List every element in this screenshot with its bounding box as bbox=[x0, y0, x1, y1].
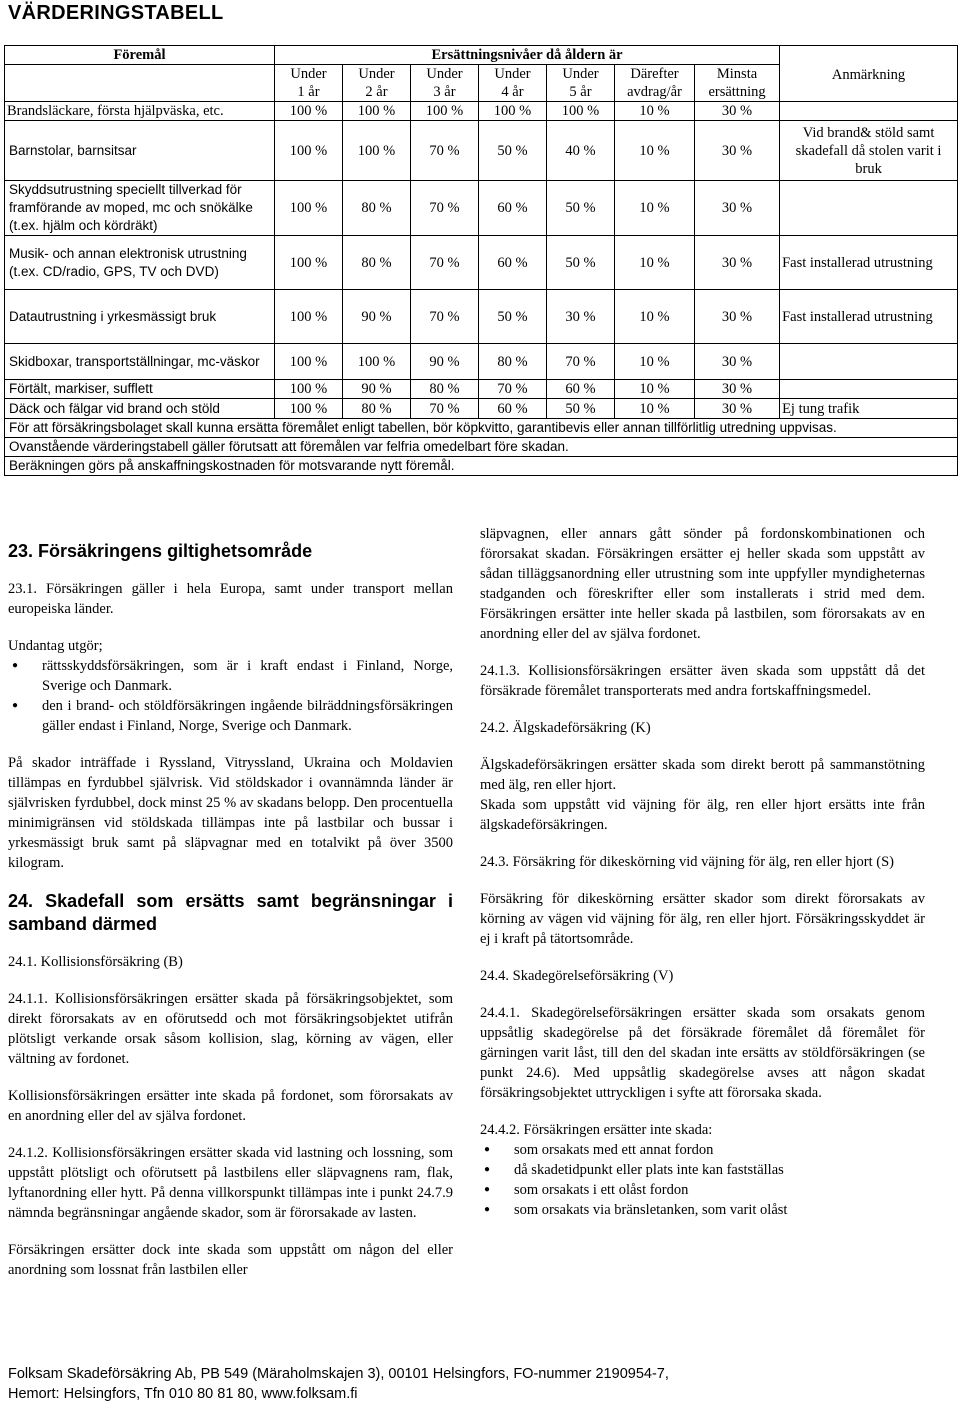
table-row bbox=[5, 344, 958, 380]
value-cell: 30 % bbox=[695, 181, 780, 236]
paragraph: 24.3. Försäkring för dikeskörning vid väjning för älg, ren eller hjort (S) bbox=[480, 854, 894, 870]
item-cell: Däck och fälgar vid brand och stöld bbox=[5, 399, 275, 419]
paragraph: 24.2. Älgskadeförsäkring (K) bbox=[480, 720, 651, 736]
paragraph: Försäkring för dikeskörning ersätter skador som direkt förorsakats av körning av vägen vid väjning för älg, ren eller hjort. Försäkringsskyddet är ej i kraft på tätortsområde. bbox=[480, 891, 925, 947]
value-cell: 100 % bbox=[275, 399, 343, 419]
value-cell: 100 % bbox=[275, 344, 343, 380]
table-note-row bbox=[5, 438, 958, 457]
value-cell: 30 % bbox=[547, 290, 615, 344]
value-cell: 30 % bbox=[695, 344, 780, 380]
value-cell: 100 % bbox=[275, 181, 343, 236]
table-row bbox=[5, 181, 958, 236]
value-cell: 70 % bbox=[411, 399, 479, 419]
paragraph: 24.1. Kollisionsförsäkring (B) bbox=[8, 954, 183, 970]
table-note-row bbox=[5, 457, 958, 476]
value-cell: 100 % bbox=[275, 380, 343, 399]
right-column bbox=[480, 524, 925, 1237]
value-cell: 50 % bbox=[479, 290, 547, 344]
paragraph: På skador inträffade i Ryssland, Vitryssland, Ukraina och Moldavien tillämpas en fyrdubbel självrisk. Vid stöldskador i ovannämnda länder är självrisken fyrdubbel, dock minst 25 % av skadans belopp. Den procentuella minimigränsen vid stöldskada tillämpas inte på lastbilar och bussar i yrkesmässigt bruk samt på släpvagnar med en totalvikt på över 3500 kilogram. bbox=[8, 755, 453, 871]
value-cell: 90 % bbox=[343, 290, 411, 344]
value-cell: 70 % bbox=[411, 121, 479, 181]
age-header: Därefter avdrag/år bbox=[615, 65, 695, 102]
list-item: ● då skadetidpunkt eller plats inte kan fastställas bbox=[480, 1160, 925, 1180]
paragraph: 24.1.3. Kollisionsförsäkringen ersätter även skada som uppstått då det försäkrade föremålet transporterats med andra fortskaffningsmedel. bbox=[480, 663, 925, 699]
footer-line: Folksam Skadeförsäkring Ab, PB 549 (Märaholmskajen 3), 00101 Helsingfors, FO-nummer 2190954-7, bbox=[8, 1366, 669, 1382]
value-cell: 80 % bbox=[343, 181, 411, 236]
age-header: Under 5 år bbox=[547, 65, 615, 102]
age-header: Under 4 år bbox=[479, 65, 547, 102]
value-cell: 100 % bbox=[343, 344, 411, 380]
company-footer bbox=[8, 1364, 669, 1404]
value-cell: 100 % bbox=[275, 121, 343, 181]
value-cell: 10 % bbox=[615, 236, 695, 290]
header-spacer bbox=[5, 65, 275, 102]
age-header: Under 3 år bbox=[411, 65, 479, 102]
value-cell: 100 % bbox=[275, 102, 343, 121]
table-note: För att försäkringsbolaget skall kunna ersätta föremålet enligt tabellen, bör köpkvitto, garantibevis eller annan tillförlitlig utredning uppvisas. bbox=[5, 419, 958, 438]
paragraph: 24.1.1. Kollisionsförsäkringen ersätter skada på försäkringsobjektet, som direkt förorsakats av en oförutsedd och mot försäkringsobjektet utifrån plötsligt verkande orsak såsom kollision, slag, körning av vägen, eller vältning av fordonet. bbox=[8, 991, 453, 1067]
list-item: ● den i brand- och stöldförsäkringen ingående bilräddningsförsäkringen gäller endast i Finland, Norge, Sverige och Danmark. bbox=[8, 696, 453, 736]
value-cell: 50 % bbox=[547, 181, 615, 236]
remark-cell: Ej tung trafik bbox=[780, 399, 958, 419]
value-cell: 100 % bbox=[411, 102, 479, 121]
value-cell: 100 % bbox=[343, 121, 411, 181]
value-cell: 10 % bbox=[615, 102, 695, 121]
paragraph: 24.4.1. Skadegörelseförsäkringen ersätter skada som orsakats genom uppsåtlig skadegörelse på det försäkrade föremålet då föremålet för gärningen varit låst, till den del skadan inte ersätts av stöldförsäkringen (se punkt 24.6). Med uppsåtlig skadegörelse avses att någon skadat försäkringsobjektet uttryckligen i syfte att förorsaka skada. bbox=[480, 1005, 925, 1101]
valuation-table bbox=[4, 45, 958, 476]
value-cell: 30 % bbox=[695, 121, 780, 181]
item-cell: Barnstolar, barnsitsar bbox=[5, 121, 275, 181]
value-cell: 10 % bbox=[615, 121, 695, 181]
value-cell: 70 % bbox=[547, 344, 615, 380]
paragraph: Älgskadeförsäkringen ersätter skada som direkt berott på sammanstötning med älg, ren eller hjort. bbox=[480, 757, 925, 793]
value-cell: 100 % bbox=[275, 290, 343, 344]
value-cell: 30 % bbox=[695, 399, 780, 419]
item-cell: Skyddsutrustning speciellt tillverkad för framförande av moped, mc och snökälke (t.ex. hjälm och kördräkt) bbox=[5, 181, 275, 236]
value-cell: 100 % bbox=[479, 102, 547, 121]
list-item: ● som orsakats via bränsletanken, som varit olåst bbox=[480, 1200, 925, 1220]
value-cell: 100 % bbox=[343, 102, 411, 121]
paragraph: 24.4.2. Försäkringen ersätter inte skada: bbox=[480, 1122, 713, 1138]
table-header-row bbox=[5, 46, 958, 65]
value-cell: 50 % bbox=[479, 121, 547, 181]
table-note: Ovanstående värderingstabell gäller förutsatt att föremålen var felfria omedelbart före skadan. bbox=[5, 438, 958, 457]
remark-cell: Fast installerad utrustning bbox=[780, 290, 958, 344]
table-note-row bbox=[5, 419, 958, 438]
remark-cell: Vid brand& stöld samt skadefall då stolen varit i bruk bbox=[780, 121, 958, 181]
value-cell: 90 % bbox=[343, 380, 411, 399]
value-cell: 30 % bbox=[695, 380, 780, 399]
paragraph: Försäkringen ersätter dock inte skada som uppstått om någon del eller anordning som lossnat från lastbilen eller bbox=[8, 1242, 453, 1278]
remark-cell bbox=[780, 181, 958, 236]
value-cell: 10 % bbox=[615, 290, 695, 344]
value-cell: 30 % bbox=[695, 236, 780, 290]
remark-cell bbox=[780, 344, 958, 380]
age-header: Under 1 år bbox=[275, 65, 343, 102]
list-item: ● som orsakats i ett olåst fordon bbox=[480, 1180, 925, 1200]
section-heading-24: 24. Skadefall som ersätts samt begränsningar i samband därmed bbox=[8, 891, 453, 934]
remark-cell bbox=[780, 102, 958, 121]
value-cell: 60 % bbox=[479, 399, 547, 419]
value-cell: 50 % bbox=[547, 236, 615, 290]
footer-line: Hemort: Helsingfors, Tfn 010 80 81 80, www.folksam.fi bbox=[8, 1386, 358, 1402]
not-covered-list bbox=[480, 1140, 925, 1220]
value-cell: 10 % bbox=[615, 380, 695, 399]
paragraph: släpvagnen, eller annars gått sönder på fordonskombinationen och förorsakat skadan. Försäkringen ersätter ej heller skada som uppstått av sådan tilläggsanordning eller utrustning som inte uppfyller myndigheternas stadganden och föreskrifter eller som installerats i strid med dem. Försäkringen ersätter inte heller skada på lastbilen, som förorsakats av en anordning eller del av själva fordonet. bbox=[480, 526, 925, 642]
paragraph: Skada som uppstått vid väjning för älg, ren eller hjort ersätts inte från älgskadeförsäkringen. bbox=[480, 797, 925, 833]
item-cell: Brandsläckare, första hjälpväska, etc. bbox=[5, 102, 275, 121]
item-cell: Förtält, markiser, sufflett bbox=[5, 380, 275, 399]
table-row bbox=[5, 399, 958, 419]
item-cell: Datautrustning i yrkesmässigt bruk bbox=[5, 290, 275, 344]
value-cell: 80 % bbox=[343, 236, 411, 290]
value-cell: 100 % bbox=[547, 102, 615, 121]
remark-header: Anmärkning bbox=[780, 46, 958, 102]
age-header: Minsta ersättning bbox=[695, 65, 780, 102]
table-row bbox=[5, 102, 958, 121]
remark-cell bbox=[780, 380, 958, 399]
value-cell: 80 % bbox=[343, 399, 411, 419]
paragraph: Kollisionsförsäkringen ersätter inte skada på fordonet, som förorsakats av en anordning eller del av själva fordonet. bbox=[8, 1088, 453, 1124]
list-item: ● rättsskyddsförsäkringen, som är i kraft endast i Finland, Norge, Sverige och Danmark. bbox=[8, 656, 453, 696]
value-cell: 40 % bbox=[547, 121, 615, 181]
table-row bbox=[5, 380, 958, 399]
value-cell: 70 % bbox=[411, 290, 479, 344]
value-cell: 30 % bbox=[695, 102, 780, 121]
document-title: VÄRDERINGSTABELL bbox=[8, 2, 224, 24]
table-note: Beräkningen görs på anskaffningskostnaden för motsvarande nytt föremål. bbox=[5, 457, 958, 476]
value-cell: 80 % bbox=[411, 380, 479, 399]
exceptions-list bbox=[8, 656, 453, 736]
table-row bbox=[5, 290, 958, 344]
value-cell: 10 % bbox=[615, 181, 695, 236]
paragraph: 24.4. Skadegörelseförsäkring (V) bbox=[480, 968, 674, 984]
value-cell: 100 % bbox=[275, 236, 343, 290]
paragraph: 23.1. Försäkringen gäller i hela Europa, samt under transport mellan europeiska länder. bbox=[8, 581, 453, 617]
value-cell: 10 % bbox=[615, 399, 695, 419]
value-cell: 90 % bbox=[411, 344, 479, 380]
age-header: Under 2 år bbox=[343, 65, 411, 102]
value-cell: 60 % bbox=[479, 181, 547, 236]
value-cell: 50 % bbox=[547, 399, 615, 419]
table-row bbox=[5, 236, 958, 290]
table-row bbox=[5, 121, 958, 181]
list-item: ● som orsakats med ett annat fordon bbox=[480, 1140, 925, 1160]
paragraph: 24.1.2. Kollisionsförsäkringen ersätter skada vid lastning och lossning, som uppstått plötsligt och oförutsett på lastbilens eller släpvagnens ram, flak, lyftanordning eller hytt. På denna villkorspunkt tillämpas inte i punkt 24.7.9 nämnda begränsningar angående skador, som är förorsakade av lasten. bbox=[8, 1145, 453, 1221]
value-cell: 80 % bbox=[479, 344, 547, 380]
value-cell: 30 % bbox=[695, 290, 780, 344]
item-cell: Musik- och annan elektronisk utrustning (t.ex. CD/radio, GPS, TV och DVD) bbox=[5, 236, 275, 290]
item-cell: Skidboxar, transportställningar, mc-väskor bbox=[5, 344, 275, 380]
value-cell: 60 % bbox=[479, 236, 547, 290]
value-cell: 70 % bbox=[411, 236, 479, 290]
left-column bbox=[8, 524, 453, 1297]
remark-cell: Fast installerad utrustning bbox=[780, 236, 958, 290]
value-cell: 70 % bbox=[411, 181, 479, 236]
section-heading-23: 23. Försäkringens giltighetsområde bbox=[8, 541, 313, 561]
paragraph: Undantag utgör; bbox=[8, 638, 103, 654]
value-cell: 10 % bbox=[615, 344, 695, 380]
object-header: Föremål bbox=[5, 46, 275, 65]
levels-header: Ersättningsnivåer då åldern är bbox=[275, 46, 780, 65]
value-cell: 60 % bbox=[547, 380, 615, 399]
value-cell: 70 % bbox=[479, 380, 547, 399]
